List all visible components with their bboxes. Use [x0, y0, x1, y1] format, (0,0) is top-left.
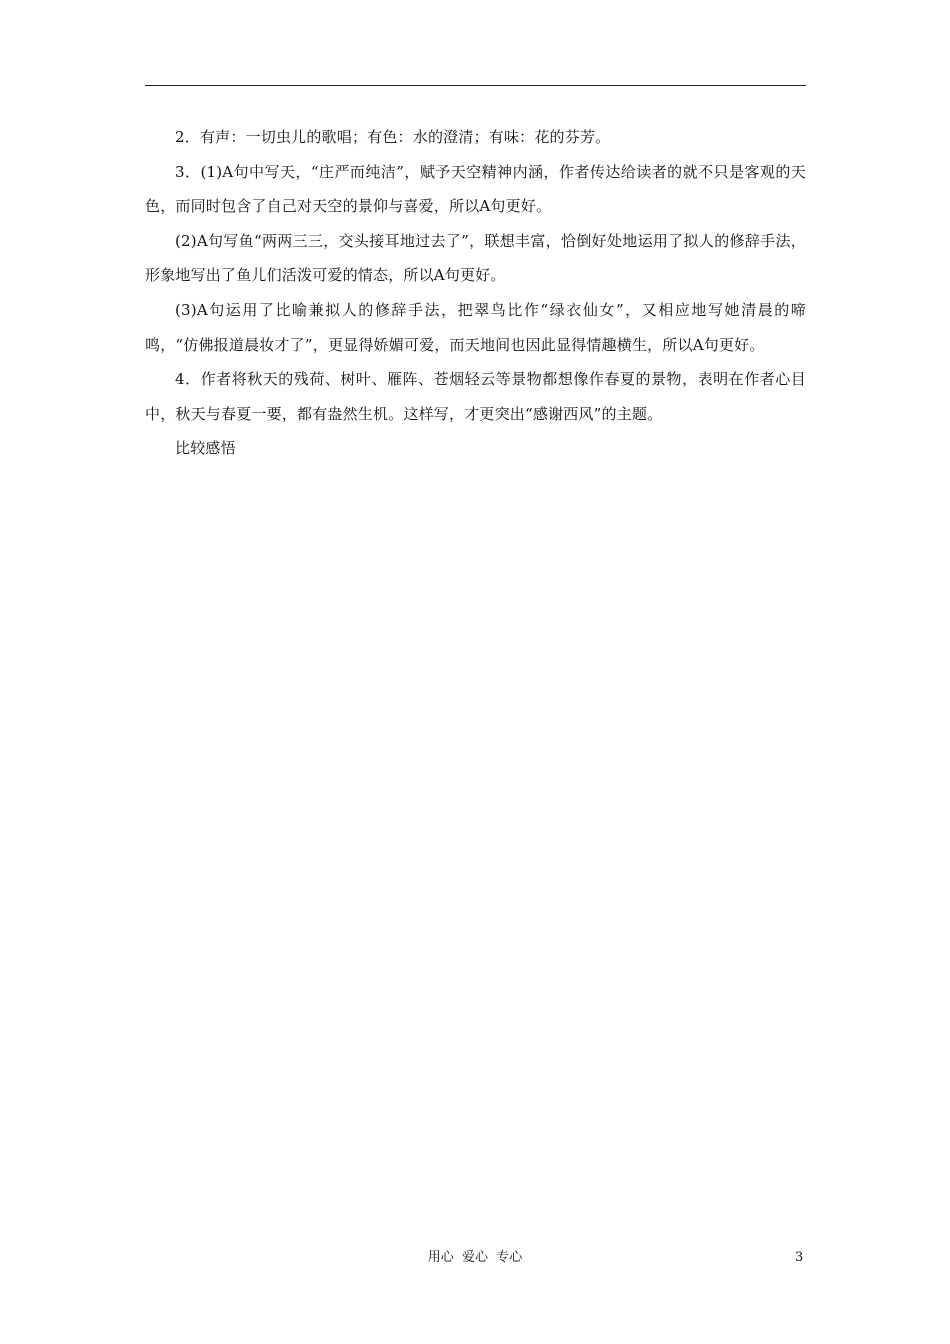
document-body [145, 120, 806, 466]
footer-motto: 用心 爱心 专心 [427, 1250, 523, 1265]
page-number: 3 [795, 1250, 804, 1265]
header-rule [145, 85, 806, 86]
answer-paragraph-3-2: (2)A句写鱼“两两三三，交头接耳地过去了”，联想丰富，恰倒好处地运用了拟人的修辞手法，形象地写出了鱼儿们活泼可爱的情态，所以A句更好。 [145, 231, 806, 285]
section-heading-comparison: 比较感悟 [175, 439, 236, 458]
answer-paragraph-2: 2．有声：一切虫儿的歌唱；有色：水的澄清；有味：花的芬芳。 [175, 128, 611, 146]
answer-paragraph-3-1: 3．(1)A句中写天，“庄严而纯洁”，赋予天空精神内涵，作者传达给读者的就不只是客观的天色，而同时包含了自己对天空的景仰与喜爱，所以A句更好。 [145, 162, 806, 216]
answer-paragraph-4: 4．作者将秋天的残荷、树叶、雁阵、苍烟轻云等景物都想像作春夏的景物，表明在作者心目中，秋天与春夏一要，都有盎然生机。这样写，才更突出“感谢西风”的主题。 [145, 370, 806, 423]
answer-paragraph-3-3: (3)A句运用了比喻兼拟人的修辞手法，把翠鸟比作“绿衣仙女”，又相应地写她清晨的啼鸣，“仿佛报道晨妆才了”，更显得娇媚可爱，而天地间也因此显得情趣横生，所以A句更好。 [145, 300, 806, 354]
